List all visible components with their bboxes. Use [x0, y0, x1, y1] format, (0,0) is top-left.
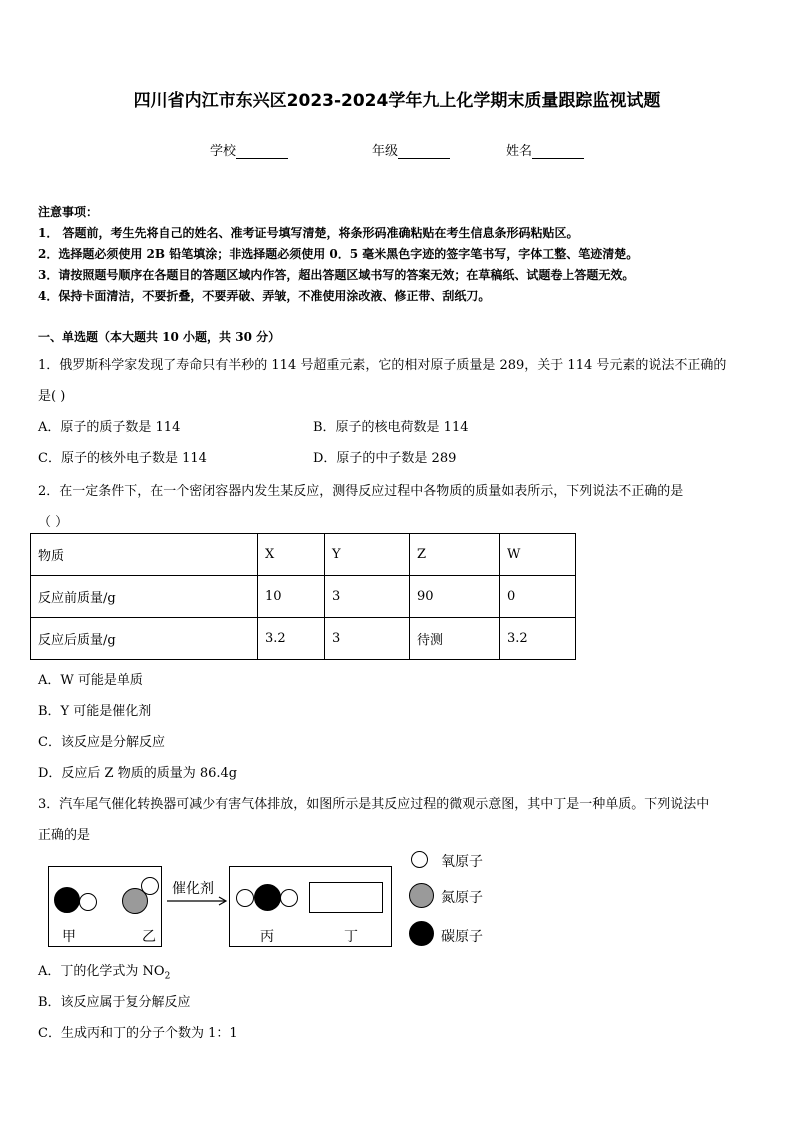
table-cell: 3 — [325, 618, 410, 660]
nitrogen-legend-icon — [409, 883, 434, 908]
oxygen-atom-icon — [236, 889, 254, 907]
q2-option-c: C．该反应是分解反应 — [38, 735, 165, 750]
table-cell: 反应前质量/g — [31, 576, 258, 618]
table-cell: 物质 — [31, 534, 258, 576]
table-cell: W — [500, 534, 576, 576]
label-yi: 乙 — [142, 929, 156, 945]
table-cell: 0 — [500, 576, 576, 618]
q3-option-c: C．生成丙和丁的分子个数为 1：1 — [38, 1026, 238, 1041]
notice-item-1: 1． 答题前，考生先将自己的姓名、准考证号填写清楚，将条形码准确粘贴在考生信息条形码粘贴区。 — [38, 226, 579, 240]
legend-nitrogen: 氮原子 — [441, 890, 483, 906]
grade-label: 年级 — [372, 144, 399, 159]
carbon-atom-icon — [254, 884, 281, 911]
q3-option-a-text: A．丁的化学式为 NO — [38, 964, 165, 979]
catalyst-label: 催化剂 — [172, 881, 214, 897]
q2-option-b: B．Y 可能是催化剂 — [38, 704, 152, 719]
unknown-molecule-box — [309, 882, 383, 913]
table-cell: 待测 — [410, 618, 500, 660]
label-ding: 丁 — [344, 929, 358, 945]
grade-blank[interactable] — [398, 144, 450, 159]
q1-option-b: B．原子的核电荷数是 114 — [313, 420, 469, 435]
q3-stem-cont: 正确的是 — [38, 828, 91, 843]
carbon-legend-icon — [409, 921, 434, 946]
table-cell: Z — [410, 534, 500, 576]
notice-item-4: 4．保持卡面清洁，不要折叠，不要弄破、弄皱，不准使用涂改液、修正带、刮纸刀。 — [38, 289, 491, 303]
carbon-atom-icon — [54, 887, 80, 913]
table-cell: 10 — [258, 576, 325, 618]
name-field — [506, 140, 584, 159]
label-jia: 甲 — [62, 929, 76, 945]
table-cell: X — [258, 534, 325, 576]
name-label: 姓名 — [506, 144, 533, 159]
school-blank[interactable] — [236, 144, 288, 159]
q3-option-b: B．该反应属于复分解反应 — [38, 995, 191, 1010]
oxygen-atom-icon — [79, 893, 97, 911]
section-heading: 一、单选题（本大题共 10 小题，共 30 分） — [38, 330, 281, 344]
table-cell: 90 — [410, 576, 500, 618]
school-label: 学校 — [210, 144, 237, 159]
notice-item-2: 2．选择题必须使用 2B 铅笔填涂；非选择题必须使用 0．5 毫米黑色字迹的签字笔书写，字体工整、笔迹清楚。 — [38, 247, 639, 261]
table-row — [31, 618, 576, 660]
table-cell: Y — [325, 534, 410, 576]
oxygen-atom-icon — [280, 889, 298, 907]
table-cell: 3.2 — [500, 618, 576, 660]
q1-option-c: C．原子的核外电子数是 114 — [38, 451, 207, 466]
school-field — [210, 140, 288, 159]
table-cell: 3 — [325, 576, 410, 618]
page-title: 四川省内江市东兴区2023-2024学年九上化学期末质量跟踪监视试题 — [133, 91, 661, 111]
table-cell: 反应后质量/g — [31, 618, 258, 660]
q1-stem-cont: 是( ) — [38, 389, 66, 404]
table-cell: 3.2 — [258, 618, 325, 660]
reaction-arrow-icon — [165, 896, 231, 906]
q2-option-a: A．W 可能是单质 — [38, 673, 143, 688]
table-row — [31, 576, 576, 618]
q2-stem-cont: （ ） — [38, 515, 69, 530]
legend-carbon: 碳原子 — [441, 929, 483, 945]
grade-field — [372, 140, 450, 159]
q3-stem: 3．汽车尾气催化转换器可减少有害气体排放，如图所示是其反应过程的微观示意图，其中丁是一种单质。下列说法中 — [38, 797, 710, 812]
name-blank[interactable] — [532, 144, 584, 159]
notice-heading: 注意事项： — [38, 205, 99, 219]
notice-item-3: 3．请按照题号顺序在各题目的答题区域内作答，超出答题区域书写的答案无效；在草稿纸、试题卷上答题无效。 — [38, 268, 635, 282]
oxygen-atom-icon — [141, 877, 159, 895]
q3-option-a-subscript: 2 — [164, 971, 171, 982]
mass-table — [30, 533, 576, 660]
oxygen-legend-icon — [411, 851, 428, 868]
q1-option-a: A．原子的质子数是 114 — [38, 420, 181, 435]
table-row — [31, 534, 576, 576]
q2-option-d: D．反应后 Z 物质的质量为 86.4g — [38, 766, 238, 781]
q1-option-d: D．原子的中子数是 289 — [313, 451, 457, 466]
label-bing: 丙 — [260, 929, 274, 945]
q1-stem: 1．俄罗斯科学家发现了寿命只有半秒的 114 号超重元素，它的相对原子质量是 289，关于 114 号元素的说法不正确的 — [38, 358, 727, 373]
q2-stem: 2．在一定条件下，在一个密闭容器内发生某反应，测得反应过程中各物质的质量如表所示，下列说法不正确的是 — [38, 484, 684, 499]
q3-option-a — [38, 960, 170, 982]
legend-oxygen: 氧原子 — [441, 854, 483, 870]
